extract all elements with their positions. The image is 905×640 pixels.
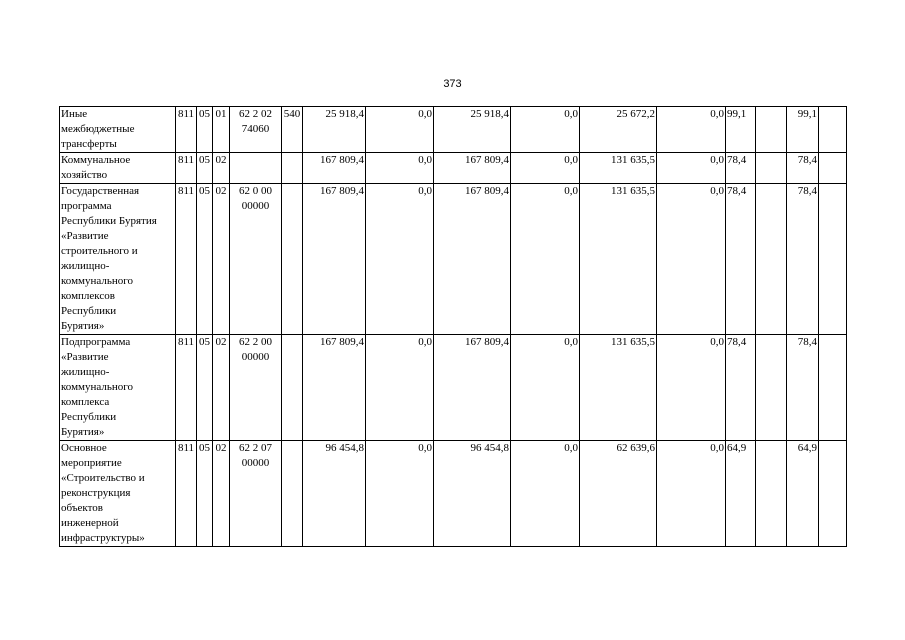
budget-item-name-line: коммунального <box>61 381 133 393</box>
plan-total: 96 454,8 <box>303 441 366 547</box>
gov-code: 811 <box>176 335 197 441</box>
plan-total: 167 809,4 <box>303 184 366 335</box>
percent-of-plan-subventions <box>756 441 787 547</box>
budget-item-name-line: «Строительство и <box>61 472 145 484</box>
table-row <box>60 184 847 335</box>
percent-of-plan: 78,4 <box>726 153 756 184</box>
plan-total: 167 809,4 <box>303 153 366 184</box>
target-article-code-line: 00000 <box>241 351 270 363</box>
subsection-code: 01 <box>213 107 230 153</box>
target-article-code-line: 62 2 00 <box>239 336 272 348</box>
executed-total: 131 635,5 <box>580 153 657 184</box>
subsection-code: 02 <box>213 335 230 441</box>
executed-total: 131 635,5 <box>580 335 657 441</box>
budget-item-name-line: Республики Бурятия <box>61 215 157 227</box>
percent-of-adjusted: 64,9 <box>787 441 819 547</box>
adjusted-subventions: 0,0 <box>511 153 580 184</box>
budget-item-name-line: «Развитие <box>61 230 109 242</box>
percent-of-plan-subventions <box>756 184 787 335</box>
expense-type-code <box>282 153 303 184</box>
budget-item-name <box>60 153 176 184</box>
budget-item-name-line: «Развитие <box>61 351 109 363</box>
table-row <box>60 335 847 441</box>
adjusted-total: 167 809,4 <box>434 335 511 441</box>
section-code: 05 <box>197 107 213 153</box>
budget-item-name <box>60 184 176 335</box>
budget-item-name-line: объектов <box>61 502 103 514</box>
gov-code: 811 <box>176 107 197 153</box>
expense-type-code: 540 <box>282 107 303 153</box>
percent-of-plan: 78,4 <box>726 184 756 335</box>
percent-of-adjusted: 78,4 <box>787 153 819 184</box>
budget-item-name-line: коммунального <box>61 275 133 287</box>
budget-item-name-line: хозяйство <box>61 169 108 181</box>
budget-item-name-line: Государственная <box>61 185 140 197</box>
target-article-code <box>230 184 282 335</box>
expense-type-code <box>282 335 303 441</box>
adjusted-subventions: 0,0 <box>511 107 580 153</box>
subsection-code: 02 <box>213 153 230 184</box>
budget-item-name-line: Республики <box>61 305 117 317</box>
executed-subventions: 0,0 <box>657 335 726 441</box>
percent-of-plan-subventions <box>756 107 787 153</box>
target-article-code-line: 00000 <box>241 457 270 469</box>
section-code: 05 <box>197 441 213 547</box>
adjusted-total: 167 809,4 <box>434 153 511 184</box>
plan-total: 25 918,4 <box>303 107 366 153</box>
plan-subventions: 0,0 <box>366 153 434 184</box>
plan-subventions: 0,0 <box>366 107 434 153</box>
executed-total: 131 635,5 <box>580 184 657 335</box>
target-article-code <box>230 107 282 153</box>
budget-table <box>59 106 847 547</box>
budget-item-name-line: комплексов <box>61 290 115 302</box>
section-code: 05 <box>197 335 213 441</box>
adjusted-subventions: 0,0 <box>511 335 580 441</box>
percent-of-plan-subventions <box>756 153 787 184</box>
budget-item-name-line: Подпрограмма <box>61 336 131 348</box>
page-number: 373 <box>443 78 462 90</box>
plan-subventions: 0,0 <box>366 335 434 441</box>
budget-item-name-line: инфраструктуры» <box>61 532 145 544</box>
percent-of-plan: 64,9 <box>726 441 756 547</box>
target-article-code <box>230 153 282 184</box>
executed-subventions: 0,0 <box>657 107 726 153</box>
percent-of-plan-subventions <box>756 335 787 441</box>
budget-item-name-line: Республики <box>61 411 117 423</box>
section-code: 05 <box>197 153 213 184</box>
adjusted-total: 25 918,4 <box>434 107 511 153</box>
budget-item-name-line: Коммунальное <box>61 154 131 166</box>
budget-item-name-line: инженерной <box>61 517 119 529</box>
gov-code: 811 <box>176 441 197 547</box>
budget-item-name <box>60 107 176 153</box>
percent-of-plan: 99,1 <box>726 107 756 153</box>
budget-item-name-line: жилищно- <box>61 260 110 272</box>
percent-of-adjusted-subventions <box>819 107 847 153</box>
budget-item-name-line: жилищно- <box>61 366 110 378</box>
budget-item-name-line: мероприятие <box>61 457 122 469</box>
percent-of-plan: 78,4 <box>726 335 756 441</box>
adjusted-total: 167 809,4 <box>434 184 511 335</box>
percent-of-adjusted-subventions <box>819 335 847 441</box>
adjusted-subventions: 0,0 <box>511 441 580 547</box>
budget-item-name-line: Основное <box>61 442 107 454</box>
budget-item-name-line: Бурятия» <box>61 426 105 438</box>
budget-item-name-line: комплекса <box>61 396 110 408</box>
budget-item-name-line: Бурятия» <box>61 320 105 332</box>
executed-subventions: 0,0 <box>657 184 726 335</box>
percent-of-adjusted-subventions <box>819 441 847 547</box>
percent-of-adjusted: 78,4 <box>787 335 819 441</box>
budget-item-name-line: межбюджетные <box>61 123 135 135</box>
gov-code: 811 <box>176 153 197 184</box>
table-row <box>60 441 847 547</box>
adjusted-total: 96 454,8 <box>434 441 511 547</box>
target-article-code-line: 00000 <box>241 200 270 212</box>
expense-type-code <box>282 184 303 335</box>
percent-of-adjusted: 99,1 <box>787 107 819 153</box>
executed-total: 62 639,6 <box>580 441 657 547</box>
plan-total: 167 809,4 <box>303 335 366 441</box>
table-row <box>60 153 847 184</box>
budget-item-name-line: трансферты <box>61 138 117 150</box>
budget-item-name-line: Иные <box>61 108 88 120</box>
expense-type-code <box>282 441 303 547</box>
subsection-code: 02 <box>213 184 230 335</box>
plan-subventions: 0,0 <box>366 441 434 547</box>
target-article-code-line: 62 0 00 <box>239 185 272 197</box>
budget-item-name <box>60 335 176 441</box>
executed-total: 25 672,2 <box>580 107 657 153</box>
target-article-code <box>230 335 282 441</box>
section-code: 05 <box>197 184 213 335</box>
percent-of-adjusted: 78,4 <box>787 184 819 335</box>
target-article-code-line: 74060 <box>241 123 270 135</box>
target-article-code-line: 62 2 02 <box>239 108 272 120</box>
percent-of-adjusted-subventions <box>819 153 847 184</box>
executed-subventions: 0,0 <box>657 441 726 547</box>
budget-item-name-line: строительного и <box>61 245 138 257</box>
budget-item-name-line: реконструкция <box>61 487 131 499</box>
adjusted-subventions: 0,0 <box>511 184 580 335</box>
subsection-code: 02 <box>213 441 230 547</box>
executed-subventions: 0,0 <box>657 153 726 184</box>
target-article-code-line: 62 2 07 <box>239 442 272 454</box>
target-article-code <box>230 441 282 547</box>
table-row <box>60 107 847 153</box>
percent-of-adjusted-subventions <box>819 184 847 335</box>
gov-code: 811 <box>176 184 197 335</box>
plan-subventions: 0,0 <box>366 184 434 335</box>
budget-item-name-line: программа <box>61 200 112 212</box>
budget-item-name <box>60 441 176 547</box>
